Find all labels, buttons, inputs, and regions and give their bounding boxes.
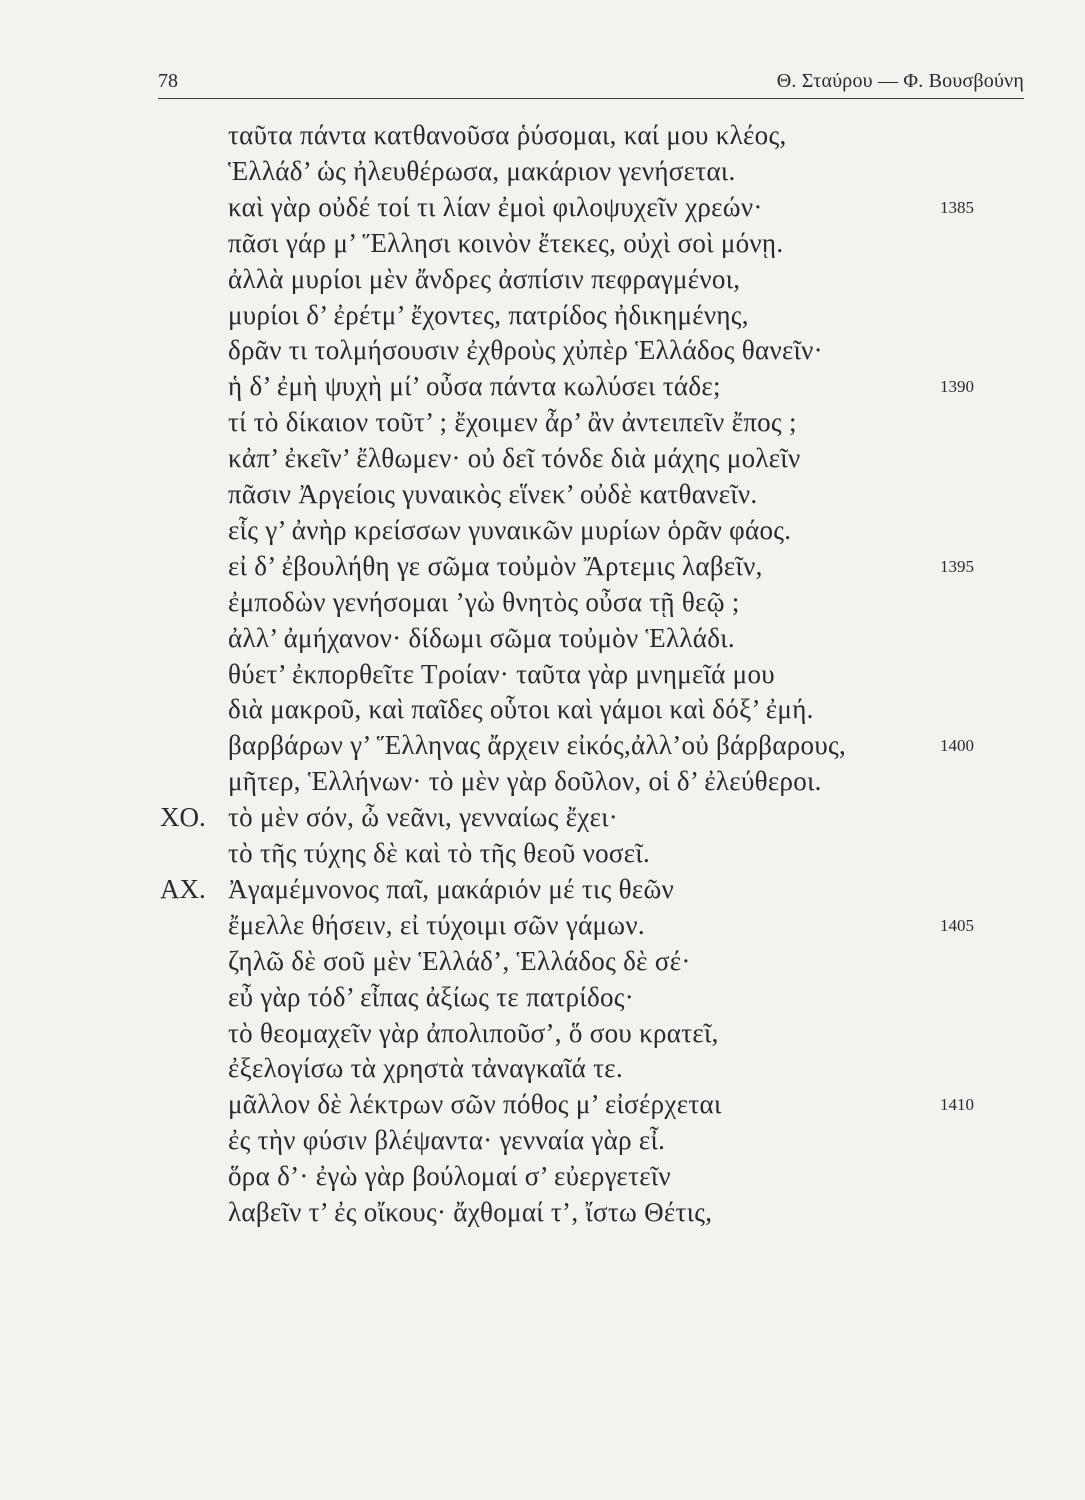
- verse-line: [160, 982, 1060, 1018]
- verse-text-line: βαρβάρων γ’ Ἕλληνας ἄρχειν εἰκός,ἀλλ’οὐ βάρβαρους,: [228, 730, 847, 761]
- verse-text-line: δρᾶν τι τολμήσουσιν ἐχθροὺς χὐπὲρ Ἑλλάδος θανεῖν·: [228, 335, 823, 366]
- verse-line: [160, 874, 1060, 910]
- line-number: 1385: [940, 197, 974, 217]
- verse-text-line: ἐμποδὼν γενήσομαι ’γὼ θνητὸς οὖσα τῇ θεῷ ;: [228, 586, 740, 617]
- verse-line: [160, 694, 1060, 730]
- verse-text-line: Ἀγαμέμνονος παῖ, μακάριόν μέ τις θεῶν: [228, 873, 675, 904]
- verse-line: [160, 228, 1060, 264]
- verse-line: [160, 1161, 1060, 1197]
- verse-text-line: θύετ’ ἐκπορθεῖτε Τροίαν· ταῦτα γὰρ μνημεῖά μου: [228, 658, 775, 689]
- verse-line: [160, 766, 1060, 802]
- page-number: 78: [158, 70, 178, 92]
- speaker-label: ΑΧ.: [160, 873, 206, 904]
- verse-text-line: τί τὸ δίκαιον τοῦτ’ ; ἔχοιμεν ἆρ’ ἂν ἀντειπεῖν ἔπος ;: [228, 407, 797, 438]
- verse-line: [160, 335, 1060, 371]
- verse-line: [160, 1018, 1060, 1054]
- verse-line: [160, 587, 1060, 623]
- verse-text-line: ἐξελογίσω τὰ χρηστὰ τἀναγκαῖά τε.: [228, 1053, 623, 1084]
- verse-text-line: ζηλῶ δὲ σοῦ μὲν Ἑλλάδ’, Ἑλλάδος δὲ σέ·: [228, 945, 691, 976]
- header-rule: [158, 98, 1024, 99]
- verse-text-line: τὸ θεομαχεῖν γὰρ ἀπολιποῦσ’, ὅ σου κρατεῖ,: [228, 1017, 719, 1048]
- line-number: 1390: [940, 377, 974, 397]
- verse-line: [160, 1197, 1060, 1233]
- verse-line: [160, 802, 1060, 838]
- verse-line: [160, 1089, 1060, 1125]
- verse-text-line: πᾶσι γάρ μ’ Ἕλλησι κοινὸν ἔτεκες, οὐχὶ σοὶ μόνῃ.: [228, 227, 784, 258]
- speaker-label: ΧΟ.: [160, 802, 206, 833]
- verse-line: [160, 192, 1060, 228]
- verse-line: [160, 479, 1060, 515]
- verse-line: [160, 443, 1060, 479]
- verse-text-line: κἀπ’ ἐκεῖν’ ἔλθωμεν· οὐ δεῖ τόνδε διὰ μάχης μολεῖν: [228, 443, 801, 474]
- verse-text-line: μᾶλλον δὲ λέκτρων σῶν πόθος μ’ εἰσέρχεται: [228, 1089, 722, 1120]
- verse-text-line: λαβεῖν τ’ ἐς οἴκους· ἄχθομαί τ’, ἴστω Θέτις,: [228, 1197, 713, 1227]
- page-header: [158, 62, 1024, 102]
- verse-text-line: ὅρα δ’· ἐγὼ γὰρ βούλομαί σ’ εὐεργετεῖν: [228, 1161, 671, 1192]
- verse-text-line: εἷς γ’ ἀνὴρ κρείσσων γυναικῶν μυρίων ὁρᾶν φάος.: [228, 514, 792, 545]
- verse-line: [160, 300, 1060, 336]
- line-number: 1405: [940, 915, 974, 935]
- line-number: 1400: [940, 736, 974, 756]
- line-number: 1410: [940, 1095, 974, 1115]
- verse-text-line: ταῦτα πάντα κατθανοῦσα ῥύσομαι, καί μου κλέος,: [228, 120, 787, 150]
- verse-line: [160, 1125, 1060, 1161]
- line-number: 1395: [940, 556, 974, 576]
- verse-line: [160, 623, 1060, 659]
- verse-text-line: εὖ γὰρ τόδ’ εἶπας ἀξίως τε πατρίδος·: [228, 981, 635, 1012]
- verse-text-line: τὸ μὲν σόν, ὦ νεᾶνι, γενναίως ἔχει·: [228, 802, 619, 833]
- verse-text-line: εἰ δ’ ἐβουλήθη γε σῶμα τοὐμὸν Ἄρτεμις λαβεῖν,: [228, 550, 763, 581]
- verse-line: [160, 551, 1060, 587]
- verse-text-line: ἔμελλε θήσειν, εἰ τύχοιμι σῶν γάμων.: [228, 909, 645, 940]
- verse-line: [160, 659, 1060, 695]
- verse-line: [160, 156, 1060, 192]
- verse-text-line: μυρίοι δ’ ἐρέτμ’ ἔχοντες, πατρίδος ἠδικημένης,: [228, 299, 749, 330]
- verse-text-line: ἀλλ’ ἀμήχανον· δίδωμι σῶμα τοὐμὸν Ἑλλάδι.: [228, 622, 735, 653]
- verse-text-line: τὸ τῆς τύχης δὲ καὶ τὸ τῆς θεοῦ νοσεῖ.: [228, 838, 651, 868]
- verse-line: [160, 946, 1060, 982]
- running-head: Θ. Σταύρου — Φ. Βουσβούνη: [776, 70, 1024, 92]
- verse-text-line: πᾶσιν Ἀργείοις γυναικὸς εἵνεκ’ οὐδὲ κατθανεῖν.: [228, 479, 758, 509]
- verse-line: [160, 1053, 1060, 1089]
- verse-line: [160, 371, 1060, 407]
- verse-text-line: ἐς τὴν φύσιν βλέψαντα· γενναία γὰρ εἶ.: [228, 1125, 666, 1156]
- verse-text-line: ἀλλὰ μυρίοι μὲν ἄνδρες ἀσπίσιν πεφραγμένοι,: [228, 263, 741, 294]
- verse-line: [160, 264, 1060, 300]
- verse-text-line: διὰ μακροῦ, καὶ παῖδες οὗτοι καὶ γάμοι καὶ δόξ’ ἐμή.: [228, 694, 814, 725]
- verse-text-line: καὶ γὰρ οὐδέ τοί τι λίαν ἐμοὶ φιλοψυχεῖν χρεών·: [228, 191, 763, 222]
- verse-text-line: Ἑλλάδ’ ὡς ἠλευθέρωσα, μακάριον γενήσεται.: [228, 155, 736, 186]
- verse-line: [160, 838, 1060, 874]
- verse-line: [160, 910, 1060, 946]
- verse-line: [160, 515, 1060, 551]
- verse-line: [160, 730, 1060, 766]
- verse-line: [160, 120, 1060, 156]
- verse-text-line: μῆτερ, Ἑλλήνων· τὸ μὲν γὰρ δοῦλον, οἱ δ’ ἐλεύθεροι.: [228, 766, 822, 797]
- verse-text-line: ἡ δ’ ἐμὴ ψυχὴ μί’ οὖσα πάντα κωλύσει τάδε;: [228, 371, 721, 402]
- verse-line: [160, 407, 1060, 443]
